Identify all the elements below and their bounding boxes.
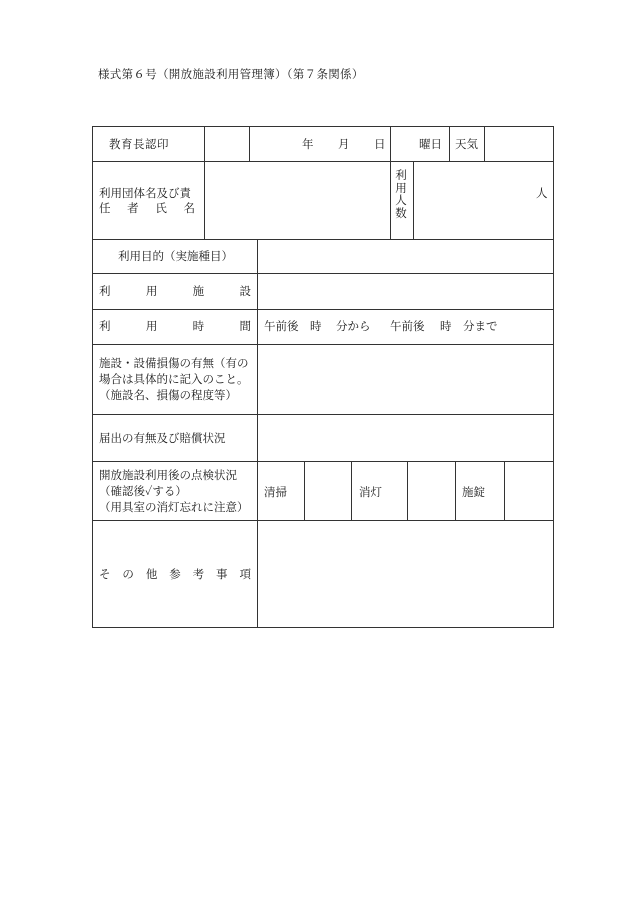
facility-field[interactable] <box>258 274 552 308</box>
document-title: 様式第６号（開放施設利用管理簿）（第７条関係） <box>98 67 364 81</box>
date-day-label: 日 <box>374 137 386 151</box>
lock-label: 施錠 <box>462 485 485 499</box>
date-month-label: 月 <box>338 137 350 151</box>
inspection-label-line1: 開放施設利用後の点検状況 <box>99 468 237 482</box>
time-from-ampm: 午前後 <box>264 319 299 333</box>
col-divider <box>390 161 391 239</box>
time-from-minute: 分から <box>336 319 371 333</box>
cleaning-label: 清掃 <box>264 485 287 499</box>
date-field[interactable] <box>250 128 389 160</box>
weather-label: 天気 <box>455 137 478 151</box>
other-notes-field[interactable] <box>258 521 552 627</box>
notice-compensation-field[interactable] <box>258 415 552 460</box>
col-divider <box>455 461 456 520</box>
time-from-hour: 時 <box>310 319 322 333</box>
purpose-label: 利用目的（実施種目） <box>118 249 233 263</box>
time-to-ampm: 午前後 <box>390 319 425 333</box>
group-name-label-line2: 任 者 氏 名 <box>99 201 195 215</box>
lights-off-label: 消灯 <box>359 485 382 499</box>
lock-check-box[interactable] <box>505 462 552 519</box>
cleaning-check-box[interactable] <box>305 462 350 519</box>
management-register-table <box>92 126 554 628</box>
damage-label-line3: （施設名、損傷の程度等） <box>99 388 237 402</box>
facility-label: 利 用 施 設 <box>99 284 251 298</box>
time-label: 利 用 時 間 <box>99 319 251 333</box>
other-notes-label: そ の 他 参 考 事 項 <box>99 567 251 581</box>
group-name-field[interactable] <box>205 162 389 238</box>
inspection-label-line3: （用具室の消灯忘れに注意） <box>99 500 249 514</box>
users-count-field[interactable] <box>414 162 552 238</box>
approval-seal-cell[interactable] <box>205 128 248 160</box>
purpose-field[interactable] <box>258 240 552 272</box>
col-divider <box>351 461 352 520</box>
weekday-field[interactable] <box>391 128 419 160</box>
group-name-label-line1: 利用団体名及び責 <box>99 186 191 200</box>
time-to-hour: 時 <box>440 319 452 333</box>
notice-compensation-label: 届出の有無及び賠償状況 <box>99 431 226 445</box>
users-count-label: 利用人数 <box>395 168 407 220</box>
damage-label-line1: 施設・設備損傷の有無（有の <box>99 356 249 370</box>
damage-label-line2: 場合は具体的に記入のこと。 <box>99 372 249 386</box>
col-divider <box>449 127 450 161</box>
damage-field[interactable] <box>258 345 552 413</box>
weekday-label: 曜日 <box>419 137 442 151</box>
weather-field[interactable] <box>485 128 552 160</box>
date-year-label: 年 <box>302 137 314 151</box>
time-to-minute: 分まで <box>463 319 498 333</box>
inspection-label-line2: （確認後✓する） <box>99 484 187 498</box>
users-unit-label: 人 <box>536 186 548 200</box>
lights-off-check-box[interactable] <box>408 462 454 519</box>
approval-seal-label: 教育長認印 <box>109 137 169 151</box>
